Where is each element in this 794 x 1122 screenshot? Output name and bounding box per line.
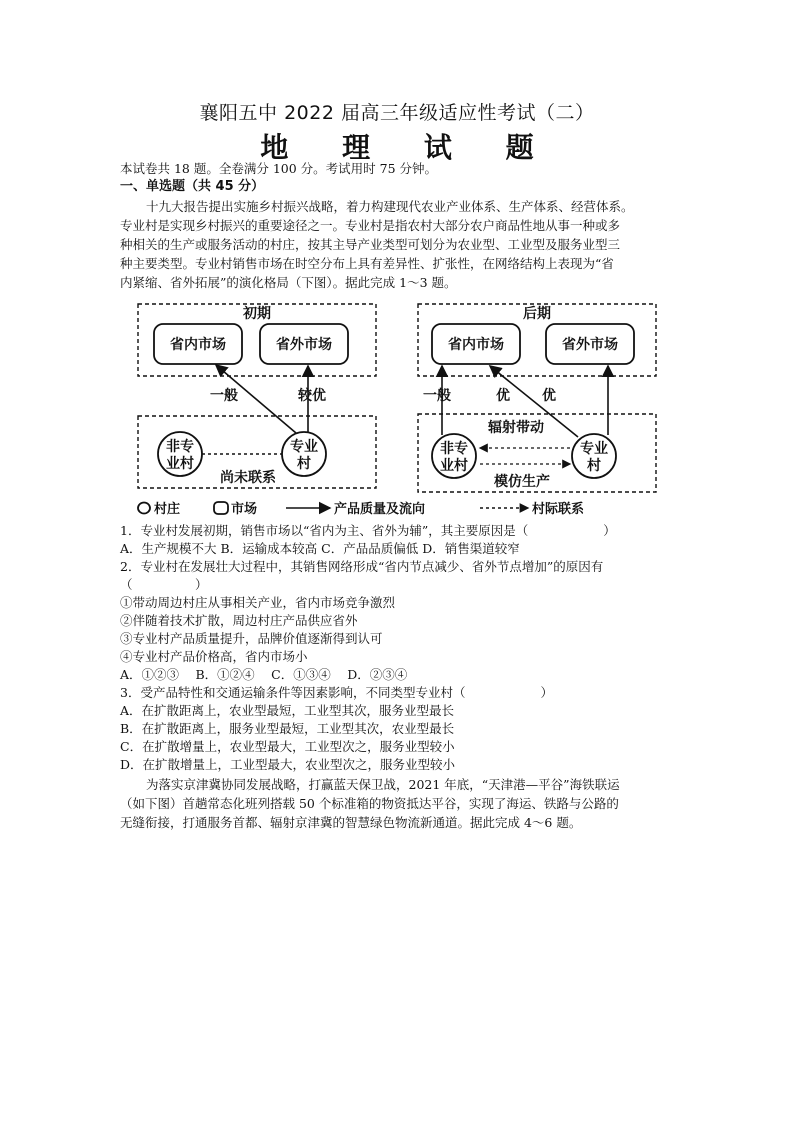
- late-non-village-line2: 业村: [440, 458, 468, 474]
- question-3: 3．受产品特性和交通运输条件等因素影响，不同类型专业村（ ）: [120, 685, 553, 700]
- exam-title: 襄阳五中 2022 届高三年级适应性考试（二）: [199, 102, 595, 124]
- question-2-paren: （ ）: [120, 577, 208, 592]
- late-non-village-line1: 非专: [440, 441, 468, 457]
- passage2-line-1: 为落实京津冀协同发展战略，打赢蓝天保卫战，2021 年底，“天津港—平谷”海铁联运: [146, 777, 620, 792]
- early-panel: [138, 304, 376, 488]
- question-2-statement-4: ④专业村产品价格高，省内市场小: [120, 649, 308, 664]
- question-3-option-d: D．在扩散增量上，工业型最大，农业型次之，服务业型较小: [120, 757, 456, 772]
- passage1-line-3: 种相关的生产或服务活动的村庄，按其主导产业类型可划分为农业型、工业型及服务业型三: [120, 237, 621, 252]
- question-1-options: A．生产规模不大 B．运输成本较高 C．产品品质偏低 D．销售渠道较窄: [120, 541, 520, 556]
- village-market-diagram: [118, 296, 680, 518]
- late-label-general: 一般: [423, 388, 451, 404]
- early-link-label: 尚未联系: [220, 470, 276, 486]
- question-2-statement-1: ①带动周边村庄从事相关产业，省内市场竞争激烈: [120, 595, 396, 610]
- late-label-good: 优: [542, 388, 556, 404]
- late-market-out: 省外市场: [562, 337, 618, 353]
- late-label-best: 优: [496, 388, 510, 404]
- passage2-line-3: 无缝衔接，打通服务首都、辐射京津冀的智慧绿色物流新通道。据此完成 4～6 题。: [120, 815, 582, 830]
- question-3-option-c: C．在扩散增量上，农业型最大，工业型次之，服务业型较小: [120, 739, 455, 754]
- question-3-option-a: A．在扩散距离上，农业型最短，工业型其次，服务业型最长: [120, 703, 455, 718]
- legend-link: 村际联系: [532, 502, 585, 517]
- early-market-in: 省内市场: [170, 337, 226, 353]
- early-spec-village-line1: 专业: [290, 439, 318, 455]
- legend-village: 村庄: [154, 502, 181, 517]
- late-spec-village-line2: 村: [587, 458, 601, 474]
- early-non-village-line1: 非专: [166, 439, 194, 455]
- early-label-general: 一般: [210, 388, 238, 404]
- late-market-in: 省内市场: [448, 337, 504, 353]
- early-spec-village-line2: 村: [297, 456, 311, 472]
- late-title: 后期: [523, 306, 551, 322]
- early-label-better: 较优: [298, 388, 326, 404]
- question-3-option-b: B．在扩散距离上，服务业型最短，工业型其次，农业型最长: [120, 721, 455, 736]
- late-spec-village-line1: 专业: [580, 441, 608, 457]
- passage1-line-2: 专业村是实现乡村振兴的重要途径之一。专业村是指农村大部分农户商品性地从事一种或多: [120, 218, 621, 233]
- diagram-legend: [138, 501, 584, 517]
- question-2-options: A．①②③ B．①②④ C．①③④ D．②③④: [120, 667, 408, 682]
- early-non-village-line2: 业村: [166, 456, 194, 472]
- late-panel: [418, 304, 656, 492]
- early-title: 初期: [243, 306, 271, 322]
- question-2-statement-2: ②伴随着技术扩散，周边村庄产品供应省外: [120, 613, 358, 628]
- legend-flow: 产品质量及流向: [334, 502, 426, 517]
- passage1-line-5: 内紧缩、省外拓展”的演化格局（下图）。据此完成 1～3 题。: [120, 275, 457, 290]
- late-label-imitate: 模仿生产: [494, 474, 550, 490]
- passage1-line-1: 十九大报告提出实施乡村振兴战略，着力构建现代农业产业体系、生产体系、经营体系。: [146, 199, 634, 214]
- passage2-line-2: （如下图）首趟常态化班列搭载 50 个标准箱的物资抵达平谷，实现了海运、铁路与公路的: [120, 796, 619, 811]
- question-1: 1．专业村发展初期，销售市场以“省内为主、省外为辅”，其主要原因是（ ）: [120, 523, 616, 538]
- legend-market: 市场: [231, 502, 258, 517]
- passage1-line-4: 种主要类型。专业村销售市场在时空分布上具有差异性、扩张性，在网络结构上表现为“省: [120, 256, 614, 271]
- late-label-radiate: 辐射带动: [488, 420, 544, 436]
- question-2-statement-3: ③专业村产品质量提升，品牌价值逐渐得到认可: [120, 631, 383, 646]
- early-market-out: 省外市场: [276, 337, 332, 353]
- exam-info: 本试卷共 18 题。全卷满分 100 分。考试用时 75 分钟。: [120, 161, 438, 176]
- subject-title: 地 理 试 题: [260, 131, 556, 164]
- section-title: 一、单选题（共 45 分）: [120, 179, 265, 194]
- question-2: 2．专业村在发展壮大过程中，其销售网络形成“省内节点减少、省外节点增加”的原因有: [120, 559, 604, 574]
